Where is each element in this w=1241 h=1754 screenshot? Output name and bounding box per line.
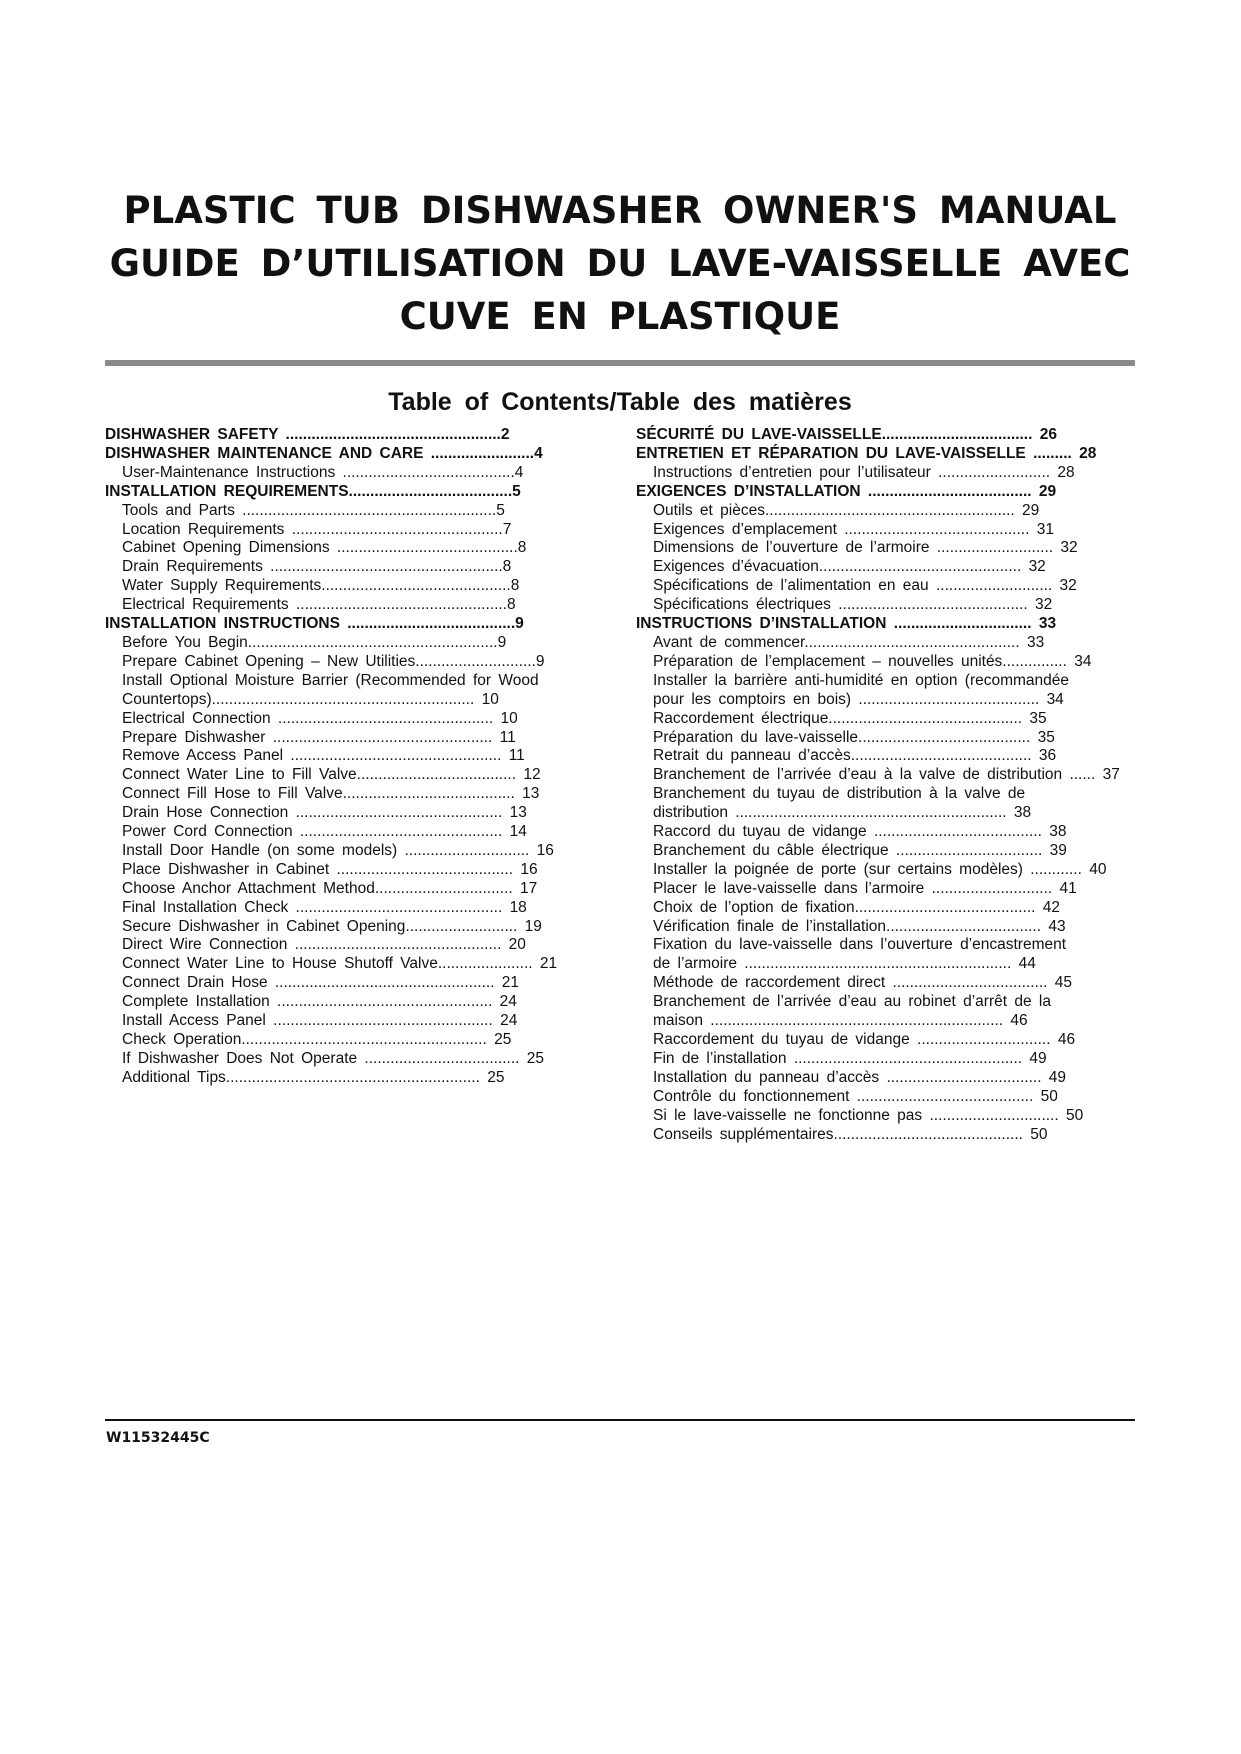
toc-subsection-entry[interactable]: Dimensions de l’ouverture de l’armoire ........................... 32 — [653, 539, 1078, 557]
toc-subsection-entry[interactable]: Power Cord Connection ............................................... 14 — [122, 823, 527, 841]
toc-subsection-entry[interactable]: Choix de l’option de fixation.......................................... 42 — [653, 898, 1060, 916]
toc-subsection-entry[interactable]: Raccord du tuyau de vidange ....................................... 38 — [653, 823, 1067, 841]
toc-subsection-entry[interactable]: Exigences d’emplacement ........................................... 31 — [653, 520, 1054, 538]
toc-subsection-entry[interactable]: Branchement du câble électrique .................................. 39 — [653, 841, 1067, 859]
toc-subsection-entry[interactable]: Drain Hose Connection ................................................ 13 — [122, 804, 527, 822]
toc-subsection-entry[interactable]: Place Dishwasher in Cabinet ......................................... 16 — [122, 860, 538, 878]
toc-section-entry[interactable]: DISHWASHER MAINTENANCE AND CARE ........................4 — [105, 444, 543, 462]
toc-section-entry[interactable]: INSTALLATION INSTRUCTIONS .......................................9 — [105, 615, 524, 633]
toc-subsection-entry[interactable]: Countertops)............................................................. 10 — [122, 690, 499, 708]
toc-subsection-entry[interactable]: Location Requirements .................................................7 — [122, 520, 512, 538]
toc-subsection-entry[interactable]: Cabinet Opening Dimensions ..........................................8 — [122, 539, 527, 557]
toc-subsection-entry[interactable]: Prepare Cabinet Opening – New Utilities............................9 — [122, 652, 545, 670]
toc-subsection-entry[interactable]: Branchement de l’arrivée d’eau à la valve de distribution ...... 37 — [653, 766, 1120, 784]
toc-subsection-entry[interactable]: Placer le lave-vaisselle dans l’armoire ............................ 41 — [653, 879, 1077, 897]
toc-subsection-entry[interactable]: Raccordement électrique............................................. 35 — [653, 709, 1047, 727]
toc-subsection-entry[interactable]: Instructions d’entretien pour l’utilisateur .......................... 28 — [653, 463, 1075, 481]
toc-section-entry[interactable]: INSTALLATION REQUIREMENTS......................................5 — [105, 482, 521, 500]
toc-column-english — [105, 426, 645, 1088]
toc-subsection-entry[interactable]: Install Optional Moisture Barrier (Recommended for Wood — [122, 671, 539, 689]
toc-subsection-entry[interactable]: Before You Begin..........................................................9 — [122, 633, 507, 651]
toc-subsection-entry[interactable]: Préparation de l’emplacement – nouvelles unités............... 34 — [653, 652, 1092, 670]
title-line-french-2: CUVE EN PLASTIQUE — [399, 295, 841, 338]
toc-subsection-entry[interactable]: Contrôle du fonctionnement ......................................... 50 — [653, 1087, 1058, 1105]
toc-subsection-entry[interactable]: Vérification finale de l’installation.................................... 43 — [653, 917, 1066, 935]
toc-section-entry[interactable]: SÉCURITÉ DU LAVE-VAISSELLE................................... 26 — [636, 426, 1057, 443]
toc-subsection-entry[interactable]: Méthode de raccordement direct .................................... 45 — [653, 974, 1073, 992]
toc-subsection-entry[interactable]: Water Supply Requirements............................................8 — [122, 577, 520, 595]
toc-subsection-entry[interactable]: pour les comptoirs en bois) .......................................... 34 — [653, 690, 1064, 708]
toc-subsection-entry[interactable]: Additional Tips........................................................... 25 — [122, 1068, 505, 1086]
toc-subsection-entry[interactable]: Installation du panneau d’accès .................................... 49 — [653, 1068, 1067, 1086]
manual-title — [105, 184, 1135, 343]
toc-subsection-entry[interactable]: Electrical Connection .................................................. 10 — [122, 709, 518, 727]
toc-subsection-entry[interactable]: Installer la poignée de porte (sur certains modèles) ............ 40 — [653, 860, 1107, 878]
toc-subsection-entry[interactable]: Install Door Handle (on some models) ............................. 16 — [122, 841, 554, 859]
toc-subsection-entry[interactable]: If Dishwasher Does Not Operate .................................... 25 — [122, 1049, 545, 1067]
toc-subsection-entry[interactable]: Retrait du panneau d’accès.......................................... 36 — [653, 747, 1057, 765]
toc-subsection-entry[interactable]: Spécifications électriques ............................................ 32 — [653, 596, 1053, 614]
document-number: W11532445C — [106, 1430, 210, 1446]
toc-column-french — [636, 426, 1196, 1144]
toc-subsection-entry[interactable]: User-Maintenance Instructions ........................................4 — [122, 463, 524, 481]
toc-subsection-entry[interactable]: Electrical Requirements .................................................8 — [122, 596, 516, 614]
toc-subsection-entry[interactable]: Conseils supplémentaires............................................ 50 — [653, 1125, 1048, 1143]
toc-heading: Table of Contents/Table des matières — [388, 388, 852, 416]
toc-subsection-entry[interactable]: Avant de commencer.................................................. 33 — [653, 633, 1045, 651]
toc-subsection-entry[interactable]: Connect Water Line to Fill Valve..................................... 12 — [122, 766, 541, 784]
toc-subsection-entry[interactable]: Remove Access Panel ................................................. 11 — [122, 747, 525, 765]
title-divider — [105, 360, 1135, 366]
toc-subsection-entry[interactable]: Final Installation Check ................................................ 18 — [122, 898, 527, 916]
toc-subsection-entry[interactable]: maison .................................................................... 46 — [653, 1012, 1028, 1030]
toc-subsection-entry[interactable]: Direct Wire Connection ................................................ 20 — [122, 936, 526, 954]
toc-subsection-entry[interactable]: Spécifications de l’alimentation en eau ........................... 32 — [653, 577, 1077, 595]
toc-subsection-entry[interactable]: Fixation du lave-vaisselle dans l’ouverture d’encastrement — [653, 936, 1067, 954]
toc-section-entry[interactable]: INSTRUCTIONS D’INSTALLATION ................................ 33 — [636, 615, 1057, 633]
title-line-english: PLASTIC TUB DISHWASHER OWNER'S MANUAL — [123, 189, 1117, 232]
toc-subsection-entry[interactable]: Installer la barrière anti-humidité en option (recommandée — [653, 671, 1070, 689]
toc-subsection-entry[interactable]: Choose Anchor Attachment Method................................ 17 — [122, 879, 538, 897]
toc-subsection-entry[interactable]: Connect Fill Hose to Fill Valve........................................ 13 — [122, 785, 540, 803]
toc-subsection-entry[interactable]: Connect Drain Hose ................................................... 21 — [122, 974, 520, 992]
footer-divider — [105, 1419, 1135, 1421]
toc-subsection-entry[interactable]: Complete Installation .................................................. 24 — [122, 993, 517, 1011]
toc-subsection-entry[interactable]: Si le lave-vaisselle ne fonctionne pas .............................. 50 — [653, 1106, 1084, 1124]
toc-subsection-entry[interactable]: Prepare Dishwasher ................................................... 11 — [122, 728, 516, 746]
toc-subsection-entry[interactable]: Drain Requirements ......................................................8 — [122, 558, 512, 576]
toc-subsection-entry[interactable]: Install Access Panel ................................................... 24 — [122, 1012, 518, 1030]
toc-subsection-entry[interactable]: distribution ............................................................... 38 — [653, 804, 1032, 822]
toc-subsection-entry[interactable]: Connect Water Line to House Shutoff Valve...................... 21 — [122, 955, 558, 973]
toc-subsection-entry[interactable]: Fin de l’installation ..................................................... 49 — [653, 1049, 1047, 1067]
toc-subsection-entry[interactable]: de l’armoire .............................................................. 44 — [653, 955, 1036, 973]
toc-subsection-entry[interactable]: Préparation du lave-vaisselle........................................ 35 — [653, 728, 1055, 746]
toc-subsection-entry[interactable]: Tools and Parts ...........................................................5 — [122, 501, 505, 519]
title-line-french-1: GUIDE D’UTILISATION DU LAVE-VAISSELLE AVEC — [109, 242, 1131, 285]
toc-subsection-entry[interactable]: Check Operation......................................................... 25 — [122, 1031, 512, 1048]
toc-subsection-entry[interactable]: Raccordement du tuyau de vidange ............................... 46 — [653, 1031, 1076, 1048]
toc-subsection-entry[interactable]: Branchement de l’arrivée d’eau au robinet d’arrêt de la — [653, 993, 1051, 1011]
toc-section-entry[interactable]: ENTRETIEN ET RÉPARATION DU LAVE-VAISSELLE ......... 28 — [636, 444, 1097, 462]
toc-section-entry[interactable]: EXIGENCES D’INSTALLATION ...................................... 29 — [636, 482, 1057, 500]
toc-section-entry[interactable]: DISHWASHER SAFETY ..................................................2 — [105, 426, 510, 443]
toc-subsection-entry[interactable]: Outils et pièces.......................................................... 29 — [653, 501, 1040, 519]
toc-subsection-entry[interactable]: Secure Dishwasher in Cabinet Opening.......................... 19 — [122, 917, 542, 935]
toc-subsection-entry[interactable]: Branchement du tuyau de distribution à la valve de — [653, 785, 1026, 803]
toc-subsection-entry[interactable]: Exigences d’évacuation............................................... 32 — [653, 558, 1046, 576]
